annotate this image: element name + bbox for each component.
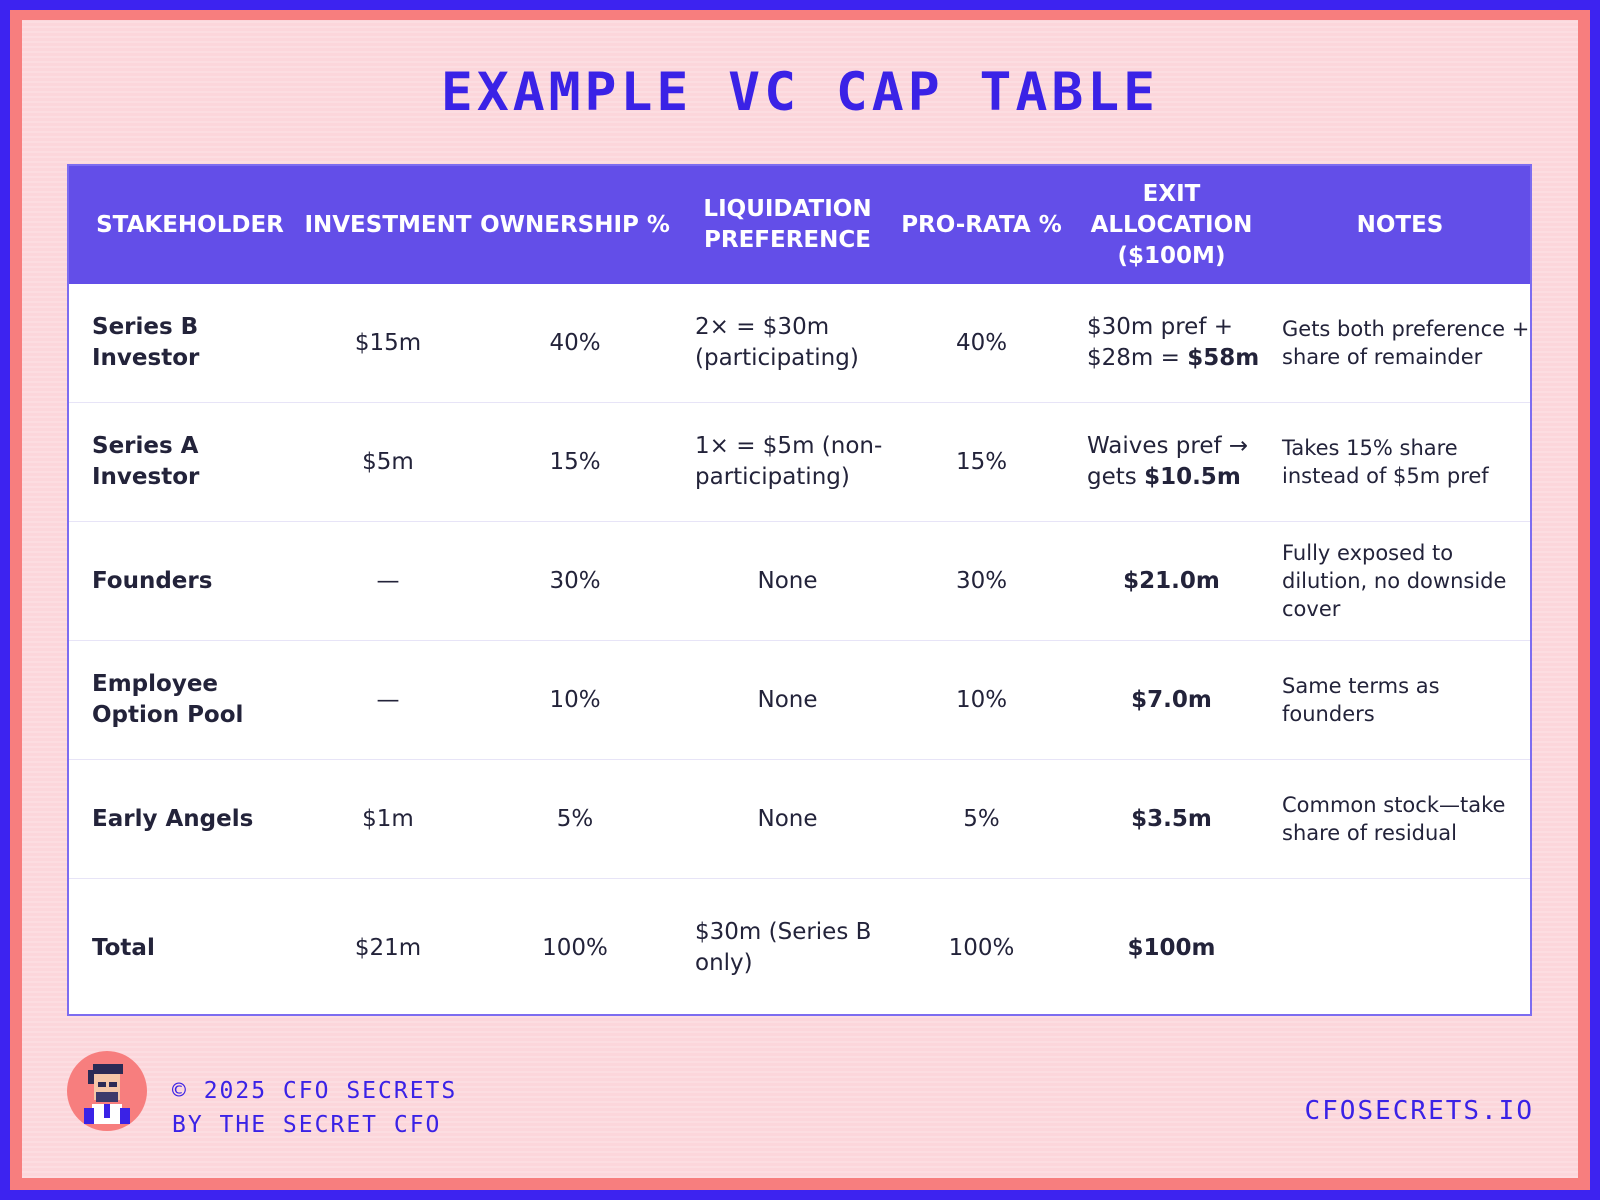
cell-investment: $1m	[362, 805, 414, 832]
cell-investment: —	[376, 567, 400, 594]
cell-notes	[1270, 879, 1530, 1017]
cell-notes: Same terms as founders	[1282, 674, 1440, 726]
table-row	[69, 760, 1530, 879]
cell-investment: $5m	[362, 448, 414, 475]
cell-liquidation: None	[757, 805, 818, 832]
copyright-text: © 2025 CFO SECRETS	[172, 1078, 458, 1104]
cell-liquidation	[685, 879, 890, 1017]
exit-text	[1087, 431, 1270, 493]
table-row-total	[69, 879, 1530, 1017]
cell-prorata: 100%	[948, 934, 1015, 961]
header-stakeholder: STAKEHOLDER	[96, 211, 284, 238]
cell-exit: $21.0m	[1123, 567, 1220, 594]
cell-stakeholder	[69, 641, 311, 759]
liquidation-text: 1× = $5m (non-participating)	[695, 433, 883, 490]
cell-investment: $15m	[354, 329, 422, 356]
cell-exit: $7.0m	[1131, 686, 1212, 713]
cell-prorata: 5%	[963, 805, 1000, 832]
cell-exit: $100m	[1127, 934, 1216, 961]
cell-ownership: 100%	[542, 934, 608, 961]
table-row	[69, 284, 1530, 403]
cell-ownership: 5%	[556, 805, 594, 832]
cell-notes: Common stock—take share of residual	[1282, 793, 1506, 845]
stakeholder-name: Series B Investor	[92, 314, 200, 371]
table-row	[69, 403, 1530, 522]
cell-investment: $21m	[354, 934, 422, 961]
cell-notes: Fully exposed to dilution, no downside cover	[1282, 541, 1507, 621]
cell-ownership: 15%	[549, 448, 601, 475]
table-row	[69, 522, 1530, 641]
exit-amount: $10.5m	[1144, 464, 1241, 490]
exit-amount: $58m	[1187, 345, 1260, 371]
cell-stakeholder	[69, 403, 311, 521]
page-title: EXAMPLE VC CAP TABLE	[440, 62, 1160, 123]
header-exit-allocation: EXIT ALLOCATION ($100M)	[1090, 180, 1253, 269]
cell-exit	[1073, 403, 1270, 521]
header-prorata: PRO-RATA %	[901, 211, 1062, 238]
header-investment: INVESTMENT	[304, 211, 472, 238]
cell-ownership: 40%	[549, 329, 601, 356]
cell-liquidation: None	[757, 686, 818, 713]
cell-notes: Takes 15% share instead of $5m pref	[1282, 436, 1489, 488]
exit-text	[1087, 312, 1270, 374]
cell-ownership: 30%	[549, 567, 601, 594]
cell-prorata: 10%	[955, 686, 1008, 713]
cell-exit: $3.5m	[1131, 805, 1212, 832]
liquidation-text: $30m (Series B only)	[695, 919, 872, 976]
table-row	[69, 641, 1530, 760]
footer-credits	[172, 1074, 457, 1142]
cell-liquidation	[685, 284, 890, 402]
cell-stakeholder: Total	[92, 934, 155, 961]
table-header	[69, 166, 1530, 284]
header-liquidation: LIQUIDATION PREFERENCE	[703, 196, 872, 253]
byline-text: BY THE SECRET CFO	[172, 1112, 442, 1138]
liquidation-text: 2× = $30m (participating)	[695, 314, 859, 371]
cell-prorata: 30%	[955, 567, 1008, 594]
cell-stakeholder: Founders	[92, 567, 213, 594]
cap-table	[67, 164, 1532, 1016]
cell-liquidation	[685, 403, 890, 521]
stakeholder-name: Series A Investor	[92, 433, 200, 490]
stakeholder-name: Employee Option Pool	[92, 671, 244, 728]
exit-prefix: Waives pref → gets	[1087, 433, 1249, 490]
exit-prefix: $30m pref + $28m =	[1087, 314, 1233, 371]
cell-prorata: 15%	[955, 448, 1008, 475]
cell-exit	[1073, 284, 1270, 402]
cell-prorata: 40%	[955, 329, 1008, 356]
cell-stakeholder	[69, 284, 311, 402]
cell-liquidation: None	[757, 567, 818, 594]
avatar	[66, 1050, 148, 1132]
cell-stakeholder: Early Angels	[92, 805, 254, 832]
cell-investment: —	[376, 686, 400, 713]
cell-ownership: 10%	[549, 686, 601, 713]
pixel-cfo-avatar-icon	[66, 1050, 148, 1132]
site-link[interactable]: CFOSECRETS.IO	[1304, 1096, 1534, 1126]
cell-notes: Gets both preference + share of remainder	[1282, 317, 1530, 369]
header-notes: NOTES	[1356, 211, 1444, 238]
header-ownership: OWNERSHIP %	[480, 211, 670, 238]
